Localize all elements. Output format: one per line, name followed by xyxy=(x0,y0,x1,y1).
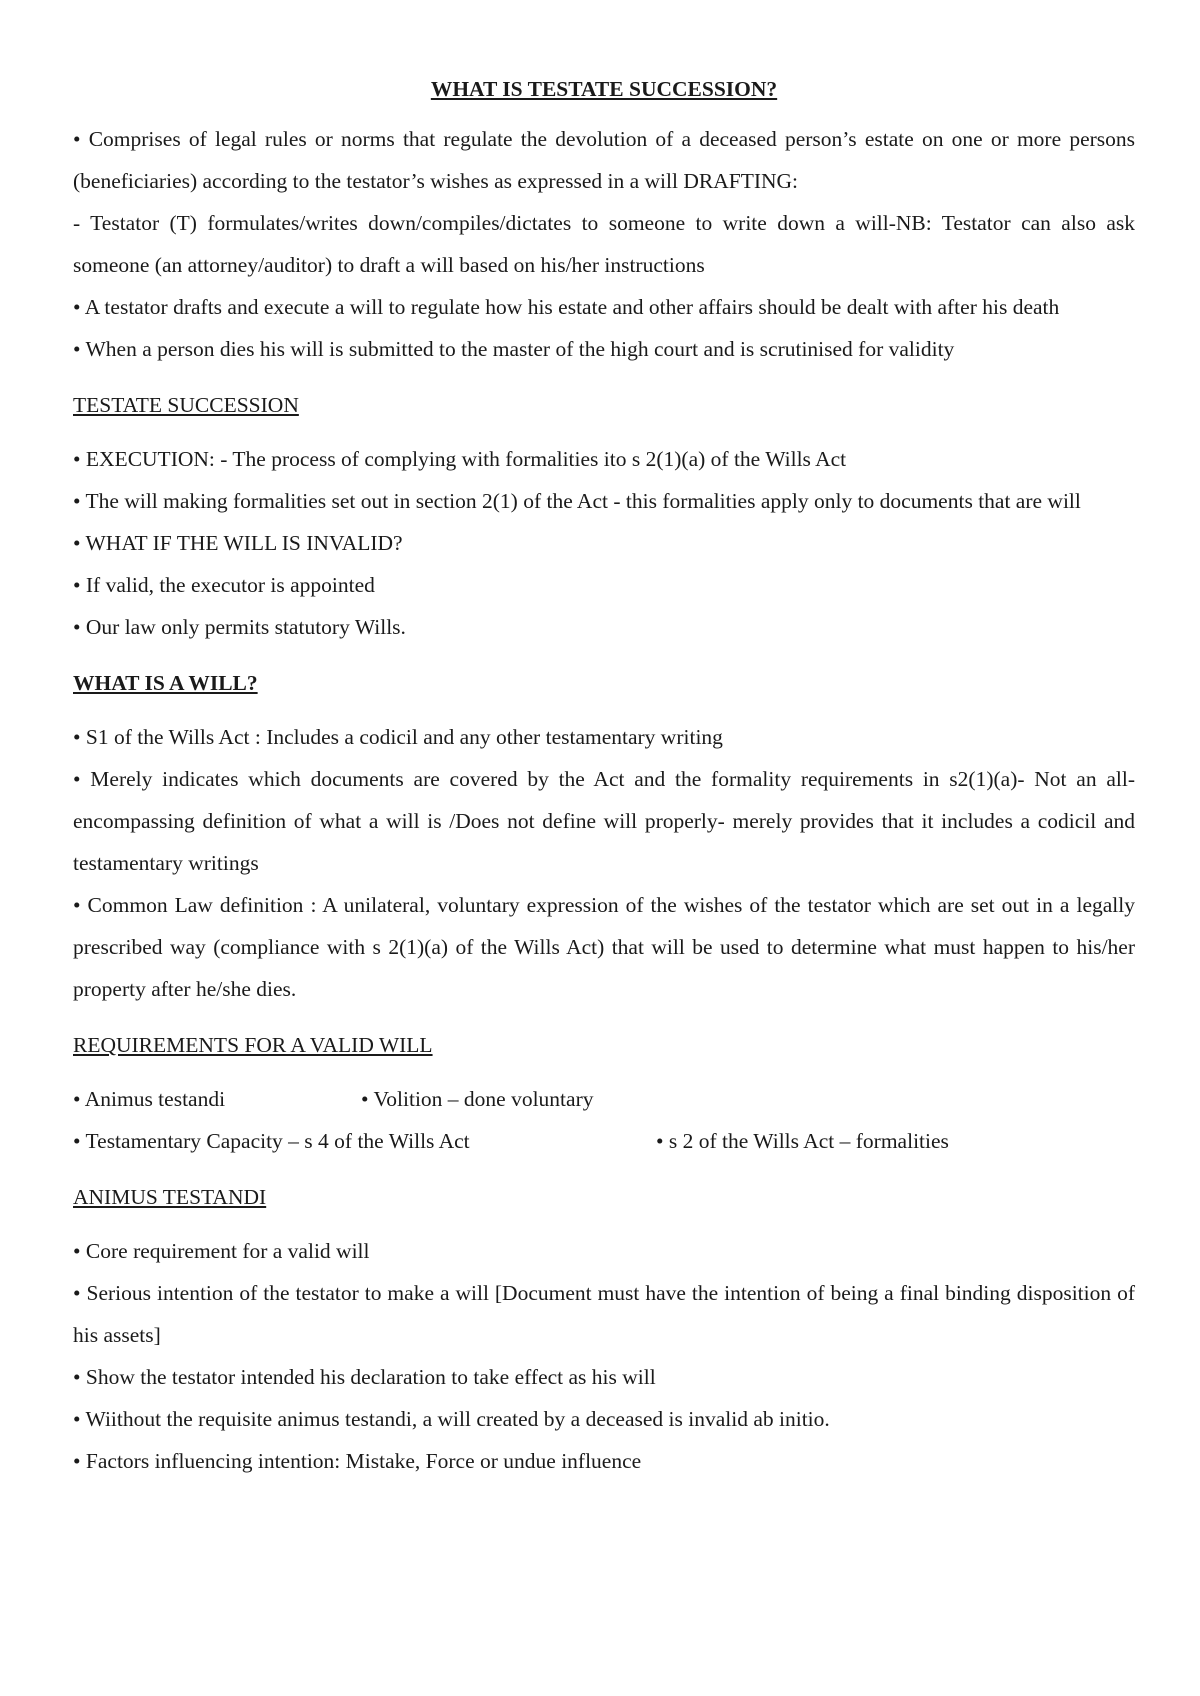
requirement-item: • s 2 of the Wills Act – formalities xyxy=(656,1129,949,1153)
requirement-item: • Testamentary Capacity – s 4 of the Wills Act xyxy=(73,1129,470,1153)
section-heading-requirements: REQUIREMENTS FOR A VALID WILL xyxy=(73,1033,433,1057)
bullet-item: • Our law only permits statutory Wills. xyxy=(73,615,406,639)
requirement-item: • Animus testandi xyxy=(73,1087,226,1111)
bullet-item: • Core requirement for a valid will xyxy=(73,1239,370,1263)
bullet-item: • Show the testator intended his declaration to take effect as his will xyxy=(73,1365,656,1389)
document-page xyxy=(73,68,1135,1482)
intro-paragraph: • When a person dies his will is submitted to the master of the high court and is scrutinised for validity xyxy=(73,337,955,361)
bullet-item: • WHAT IF THE WILL IS INVALID? xyxy=(73,531,403,555)
section-heading-animus-testandi: ANIMUS TESTANDI xyxy=(73,1185,267,1209)
requirements-row xyxy=(73,1120,1135,1162)
bullet-item: • The will making formalities set out in section 2(1) of the Act - this formalities apply only to documents that are will xyxy=(73,489,1081,513)
intro-paragraph: • A testator drafts and execute a will to regulate how his estate and other affairs should be dealt with after his death xyxy=(73,295,1060,319)
requirement-item: • Volition – done voluntary xyxy=(361,1087,594,1111)
bullet-item: • Factors influencing intention: Mistake, Force or undue influence xyxy=(73,1449,642,1473)
bullet-item: • If valid, the executor is appointed xyxy=(73,573,375,597)
intro-paragraph: • Comprises of legal rules or norms that regulate the devolution of a deceased person’s estate on one or more persons (beneficiaries) according to the testator’s wishes as expressed in a will DRAFTING: xyxy=(73,127,1135,193)
requirements-row xyxy=(73,1078,1135,1120)
section-heading-what-is-a-will: WHAT IS A WILL? xyxy=(73,671,258,695)
bullet-item: • Merely indicates which documents are covered by the Act and the formality requirements in s2(1)(a)- Not an all-encompassing definition of what a will is /Does not define will properly- merely provides that it includes a codicil and testamentary writings xyxy=(73,767,1135,875)
intro-paragraph: - Testator (T) formulates/writes down/compiles/dictates to someone to write down a will-NB: Testator can also ask someone (an attorney/auditor) to draft a will based on his/her instructions xyxy=(73,211,1135,277)
bullet-item: • Serious intention of the testator to make a will [Document must have the intention of being a final binding disposition of his assets] xyxy=(73,1281,1135,1347)
document-title: WHAT IS TESTATE SUCCESSION? xyxy=(430,77,778,101)
bullet-item: • EXECUTION: - The process of complying with formalities ito s 2(1)(a) of the Wills Act xyxy=(73,447,847,471)
bullet-item: • S1 of the Wills Act : Includes a codicil and any other testamentary writing xyxy=(73,725,723,749)
section-heading-testate-succession: TESTATE SUCCESSION xyxy=(73,393,299,417)
bullet-item: • Wiithout the requisite animus testandi, a will created by a deceased is invalid ab initio. xyxy=(73,1407,830,1431)
bullet-item: • Common Law definition : A unilateral, voluntary expression of the wishes of the testator which are set out in a legally prescribed way (compliance with s 2(1)(a) of the Wills Act) that will be used to determine what must happen to his/her property after he/she dies. xyxy=(73,893,1135,1001)
